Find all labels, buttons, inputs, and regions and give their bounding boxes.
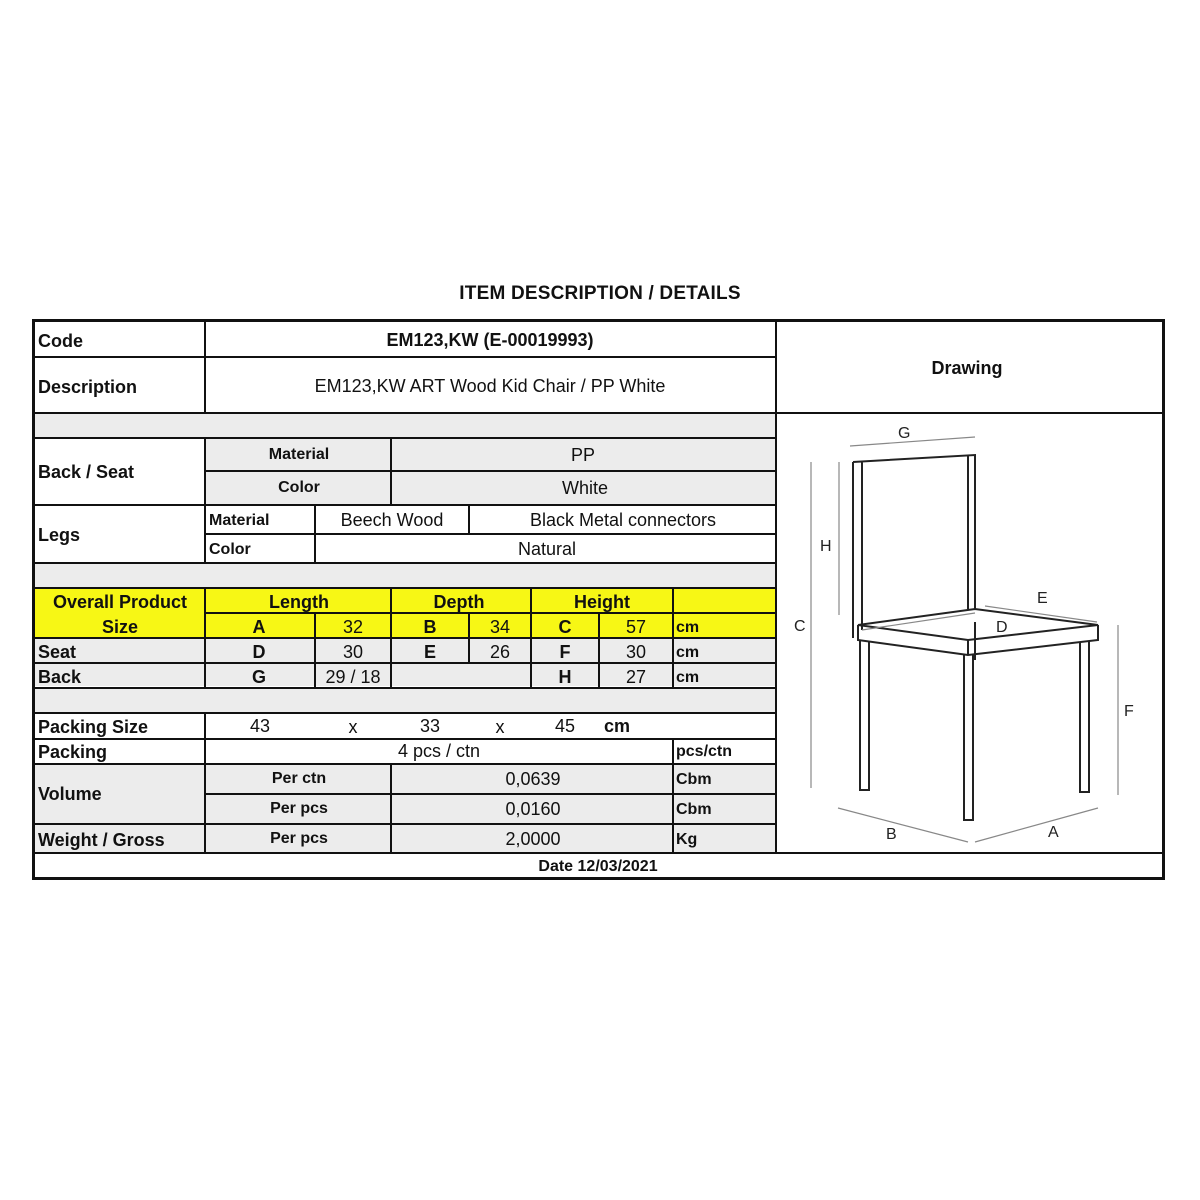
packing-size-depth: 33 xyxy=(419,716,441,736)
packing-size-label: Packing Size xyxy=(38,717,149,737)
overall-size-label-2: Size xyxy=(101,617,139,637)
seat-label: Seat xyxy=(38,642,77,662)
volume-per-ctn-label: Per ctn xyxy=(271,770,327,787)
back-label: Back xyxy=(38,667,82,687)
overall-size-label-1: Overall Product xyxy=(52,592,188,612)
dim-line-b xyxy=(838,808,968,842)
description-label: Description xyxy=(38,377,138,397)
drawing-letter-a: A xyxy=(1048,824,1059,841)
chair-seat-outline xyxy=(858,609,1098,640)
dim-line-a xyxy=(975,808,1098,842)
drawing-letter-h: H xyxy=(820,538,832,555)
drawing-letter-g: G xyxy=(898,425,911,442)
drawing-letter-c: C xyxy=(794,618,806,635)
packing-value: 4 pcs / ctn xyxy=(397,741,481,761)
volume-per-pcs-value: 0,0160 xyxy=(505,799,561,819)
back-g-value: 29 / 18 xyxy=(325,667,381,687)
page-title: ITEM DESCRIPTION / DETAILS xyxy=(459,283,741,304)
packing-size-unit: cm xyxy=(603,716,631,736)
weight-per-pcs-label: Per pcs xyxy=(270,830,328,847)
back-seat-material-label: Material xyxy=(268,446,330,463)
legs-material-label: Material xyxy=(209,512,270,529)
volume-per-pcs-unit: Cbm xyxy=(676,801,712,818)
height-header: Height xyxy=(574,592,630,612)
overall-b-value: 34 xyxy=(489,617,511,637)
description-value: EM123,KW ART Wood Kid Chair / PP White xyxy=(314,376,666,396)
overall-c-letter: C xyxy=(558,617,572,637)
seat-d-value: 30 xyxy=(342,642,364,662)
code-label: Code xyxy=(38,331,83,351)
seat-unit: cm xyxy=(676,644,700,661)
volume-per-pcs-label: Per pcs xyxy=(270,800,328,817)
legs-material-value-1: Beech Wood xyxy=(340,510,444,530)
chair-front-leg-right xyxy=(1080,641,1089,792)
back-seat-color-value: White xyxy=(561,478,609,498)
chair-front-leg-left xyxy=(860,640,869,790)
seat-f-letter: F xyxy=(559,642,571,662)
code-value: EM123,KW (E-00019993) xyxy=(386,330,594,350)
packing-size-height: 45 xyxy=(554,716,576,736)
legs-color-value: Natural xyxy=(517,539,577,559)
legs-label: Legs xyxy=(38,525,81,545)
drawing-letter-e: E xyxy=(1037,590,1048,607)
packing-size-x-2: x xyxy=(495,717,505,737)
drawing-letter-d: D xyxy=(996,619,1008,636)
back-h-letter: H xyxy=(558,667,572,687)
back-h-value: 27 xyxy=(625,667,647,687)
overall-b-letter: B xyxy=(423,617,437,637)
back-seat-color-label: Color xyxy=(278,479,320,496)
chair-front-leg-mid xyxy=(964,654,973,820)
packing-unit: pcs/ctn xyxy=(676,743,733,760)
legs-color-label: Color xyxy=(209,541,251,558)
packing-size-length: 43 xyxy=(249,716,271,736)
volume-per-ctn-value: 0,0639 xyxy=(505,769,561,789)
dim-line-g xyxy=(850,437,975,446)
back-seat-label: Back / Seat xyxy=(38,462,135,482)
back-g-letter: G xyxy=(251,667,267,687)
seat-d-letter: D xyxy=(252,642,266,662)
seat-e-letter: E xyxy=(423,642,437,662)
volume-label: Volume xyxy=(38,784,102,804)
drawing-letter-b: B xyxy=(886,826,897,843)
weight-value: 2,0000 xyxy=(505,829,561,849)
overall-c-value: 57 xyxy=(625,617,647,637)
overall-unit: cm xyxy=(676,619,700,636)
back-seat-material-value: PP xyxy=(570,445,596,465)
length-header: Length xyxy=(269,592,329,612)
drawing-label: Drawing xyxy=(931,358,1003,378)
overall-a-value: 32 xyxy=(342,617,364,637)
weight-unit: Kg xyxy=(676,831,698,848)
packing-label: Packing xyxy=(38,742,108,762)
weight-label: Weight / Gross xyxy=(38,830,165,850)
packing-size-x-1: x xyxy=(348,717,358,737)
date-footer: Date 12/03/2021 xyxy=(538,858,658,875)
drawing-letter-f: F xyxy=(1124,703,1134,720)
back-unit: cm xyxy=(676,669,700,686)
seat-f-value: 30 xyxy=(625,642,647,662)
seat-e-value: 26 xyxy=(489,642,511,662)
volume-per-ctn-unit: Cbm xyxy=(676,771,712,788)
overall-a-letter: A xyxy=(252,617,266,637)
legs-material-value-2: Black Metal connectors xyxy=(529,510,717,530)
depth-header: Depth xyxy=(433,592,485,612)
